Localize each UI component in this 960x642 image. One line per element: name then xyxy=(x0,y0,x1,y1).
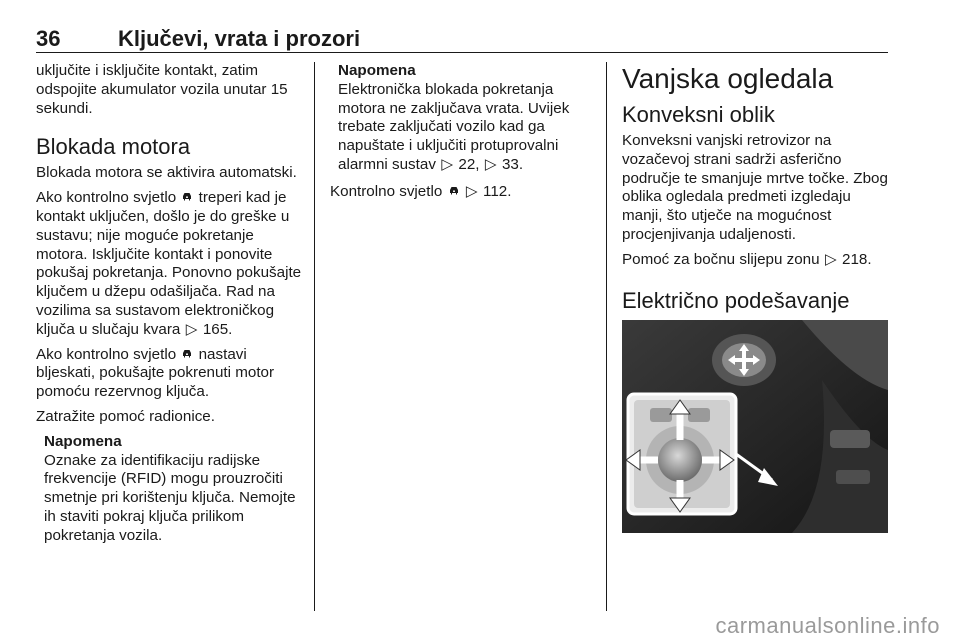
page-reference-arrow-icon: ▷ xyxy=(185,320,198,338)
page-reference-arrow-icon: ▷ xyxy=(484,155,497,173)
heading-konveksni-oblik: Konveksni oblik xyxy=(622,102,775,127)
page-reference[interactable]: 112. xyxy=(483,182,512,200)
note-text: Oznake za identifikaciju radijske frekvencije (RFID) mogu prouzročiti smetnje pri korištenju ključa. Nemojte ih staviti pokraj ključa prilikom pokretanja vozila. xyxy=(44,451,296,544)
watermark: carmanualsonline.info xyxy=(715,613,940,638)
chapter-title: Ključevi, vrata i prozori xyxy=(118,26,361,51)
immobiliser-warning-icon xyxy=(180,189,194,208)
page-reference-arrow-icon: ▷ xyxy=(441,155,453,173)
immobiliser-warning-icon xyxy=(447,183,461,202)
column-3 xyxy=(622,62,888,533)
page-reference[interactable]: 22, xyxy=(458,155,480,173)
mirror-control-illustration xyxy=(622,320,888,533)
column-divider xyxy=(606,62,607,611)
page-number: 36 xyxy=(36,26,61,51)
paragraph: Kontrolno svjetlo ▷ 112. xyxy=(330,182,512,200)
intro-paragraph: uključite i isključite kontakt, zatim odspojite akumulator vozila unutar 15 sekundi. xyxy=(36,62,288,117)
mirror-switch-photo xyxy=(622,320,888,533)
page-reference[interactable]: 165. xyxy=(202,320,233,338)
heading-blokada-motora: Blokada motora xyxy=(36,134,191,160)
note-text: Elektronička blokada pokretanja motora ne zaključava vrata. Uvijek trebate zaključati vozilo kad ga napuštate i uključiti protuprovalni alarmni sustav ▷ 22, ▷ 33. xyxy=(338,80,570,173)
page-reference-arrow-icon: ▷ xyxy=(824,250,837,268)
paragraph: Ako kontrolno svjetlo treperi kad je kontakt uključen, došlo je do greške u sustavu; nije moguće pokretanje motora. Isključite kontakt i ponovite pokušaj pokretanja. Ponovno pokušajte ključem u džepu odašiljača. Rad na vozilima sa sustavom elektroničkog ključa u slučaju kvara ▷ 165. xyxy=(36,189,302,338)
paragraph: Ako kontrolno svjetlo nastavi bljeskati, pokušajte pokrenuti motor pomoću rezervnog ključa. xyxy=(36,345,275,401)
note-box xyxy=(330,62,596,175)
page-reference-arrow-icon: ▷ xyxy=(465,182,478,200)
page-header xyxy=(36,26,888,53)
column-divider xyxy=(314,62,315,611)
heading-elektricno-podesavanje: Električno podešavanje xyxy=(622,287,850,313)
paragraph: Pomoć za bočnu slijepu zonu ▷ 218. xyxy=(622,250,872,268)
note-title: Napomena xyxy=(44,432,122,450)
paragraph: Konveksni vanjski retrovizor na vozačevoj strani sadrži asferično područje te smanjuje mrtve točke. Zbog oblika ogledala predmeti izgledaju manji, što utječe na mogućnost procjenjivanja udaljenosti. xyxy=(622,132,888,243)
page-reference[interactable]: 218. xyxy=(842,250,872,268)
immobiliser-warning-icon xyxy=(180,346,194,365)
page-reference[interactable]: 33. xyxy=(501,155,524,173)
column-2 xyxy=(330,62,596,208)
paragraph: Blokada motora se aktivira automatski. xyxy=(36,164,297,182)
note-box xyxy=(36,433,304,546)
paragraph: Zatražite pomoć radionice. xyxy=(36,407,215,425)
note-title: Napomena xyxy=(338,62,416,79)
column-1 xyxy=(36,62,304,546)
heading-vanjska-ogledala: Vanjska ogledala xyxy=(622,63,834,94)
